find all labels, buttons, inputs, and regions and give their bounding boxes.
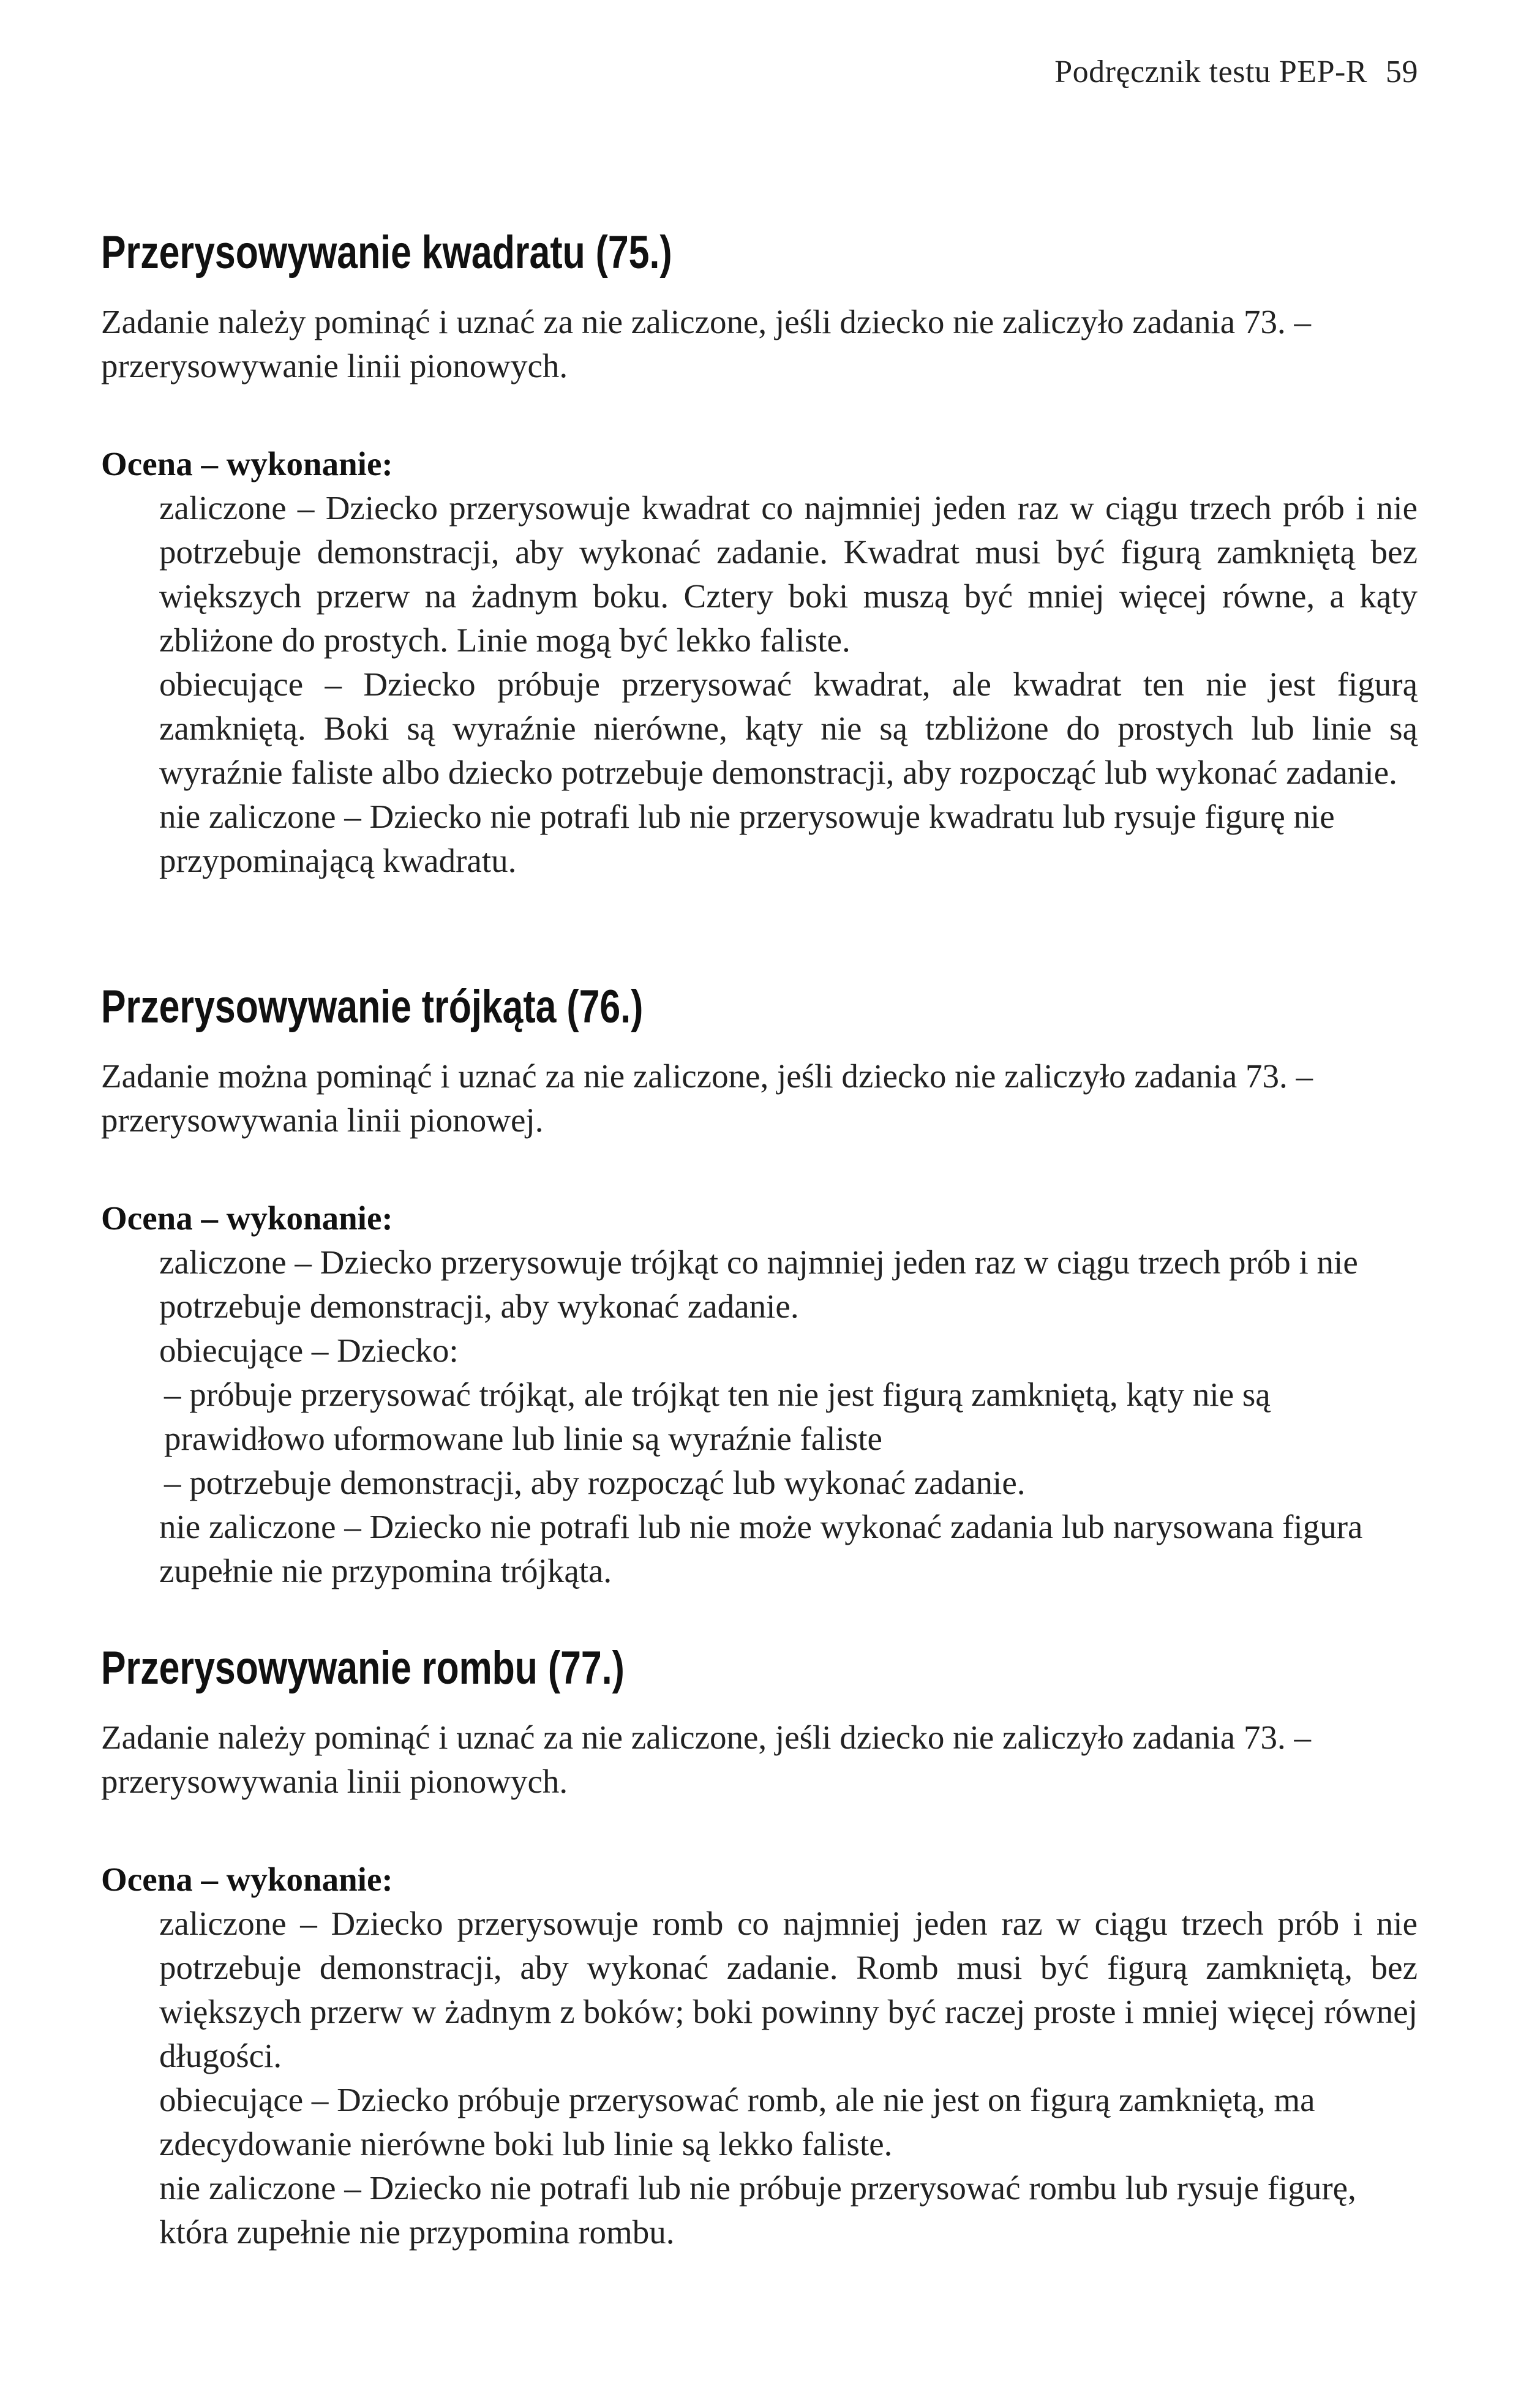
criteria-list	[159, 1902, 1418, 2254]
running-header	[1054, 54, 1418, 90]
section-intro: Zadanie należy pominąć i uznać za nie zaliczone, jeśli dziecko nie zaliczyło zadania 73. – przerysowywania linii pionowych.	[101, 1719, 1311, 1800]
section-triangle	[101, 980, 1418, 1593]
section-rhombus	[101, 1641, 1418, 2254]
section-intro: Zadanie należy pominąć i uznać za nie zaliczone, jeśli dziecko nie zaliczyło zadania 73. – przerysowywanie linii pionowych.	[101, 303, 1311, 384]
criterion-passed: zaliczone – Dziecko przerysowuje trójkąt co najmniej jeden raz w ciągu trzech prób i nie potrzebuje demonstracji, aby wykonać zadanie.	[159, 1243, 1358, 1325]
criterion-failed: nie zaliczone – Dziecko nie potrafi lub nie może wykonać zadania lub narysowana figura zupełnie nie przypomina trójkąta.	[159, 1508, 1363, 1589]
running-header-title: Podręcznik testu PEP-R	[1054, 54, 1367, 89]
criterion-failed: nie zaliczone – Dziecko nie potrafi lub nie przerysowuje kwadratu lub rysuje figurę nie przypominającą kwadratu.	[159, 798, 1335, 879]
criterion-emerging-detail: – próbuje przerysować trójkąt, ale trójkąt ten nie jest figurą zamkniętą, kąty nie są prawidłowo uformowane lub linie są wyraźnie faliste	[164, 1376, 1271, 1457]
criterion-emerging-detail: – potrzebuje demonstracji, aby rozpocząć lub wykonać zadanie.	[164, 1464, 1026, 1501]
criteria-list	[159, 486, 1418, 883]
criterion-failed: nie zaliczone – Dziecko nie potrafi lub nie próbuje przerysować rombu lub rysuje figurę, która zupełnie nie przypomina rombu.	[159, 2169, 1356, 2251]
ocena-label: Ocena – wykonanie:	[101, 1861, 393, 1898]
page-number: 59	[1386, 54, 1418, 89]
section-heading: Przerysowywanie kwadratu (75.)	[101, 227, 672, 279]
section-heading: Przerysowywanie rombu (77.)	[101, 1642, 625, 1694]
section-square	[101, 225, 1418, 883]
criterion-emerging: obiecujące – Dziecko próbuje przerysować kwadrat, ale kwadrat ten nie jest figurą zamkniętą. Boki są wyraźnie nierówne, kąty nie są tzbliżone do prostych lub linie są wyraźnie faliste albo dziecko potrzebuje demonstracji, aby rozpocząć lub wykonać zadanie.	[159, 666, 1418, 791]
criteria-list	[159, 1240, 1418, 1593]
criterion-emerging: obiecujące – Dziecko:	[159, 1332, 459, 1369]
ocena-label: Ocena – wykonanie:	[101, 1199, 393, 1237]
ocena-label: Ocena – wykonanie:	[101, 445, 393, 482]
criterion-passed: zaliczone – Dziecko przerysowuje kwadrat co najmniej jeden raz w ciągu trzech prób i nie potrzebuje demonstracji, aby wykonać zadanie. Kwadrat musi być figurą zamkniętą bez większych przerw na żadnym boku. Cztery boki muszą być mniej więcej równe, a kąty zbliżone do prostych. Linie mogą być lekko faliste.	[159, 489, 1418, 659]
section-intro: Zadanie można pominąć i uznać za nie zaliczone, jeśli dziecko nie zaliczyło zadania 73. – przerysowywania linii pionowej.	[101, 1057, 1313, 1139]
section-heading: Przerysowywanie trójkąta (76.)	[101, 981, 644, 1033]
criterion-emerging: obiecujące – Dziecko próbuje przerysować romb, ale nie jest on figurą zamkniętą, ma zdecydowanie nierówne boki lub linie są lekko faliste.	[159, 2081, 1315, 2162]
criterion-passed: zaliczone – Dziecko przerysowuje romb co najmniej jeden raz w ciągu trzech prób i nie potrzebuje demonstracji, aby wykonać zadanie. Romb musi być figurą zamkniętą, bez większych przerw w żadnym z boków; boki powinny być raczej proste i mniej więcej równej długości.	[159, 1905, 1418, 2074]
